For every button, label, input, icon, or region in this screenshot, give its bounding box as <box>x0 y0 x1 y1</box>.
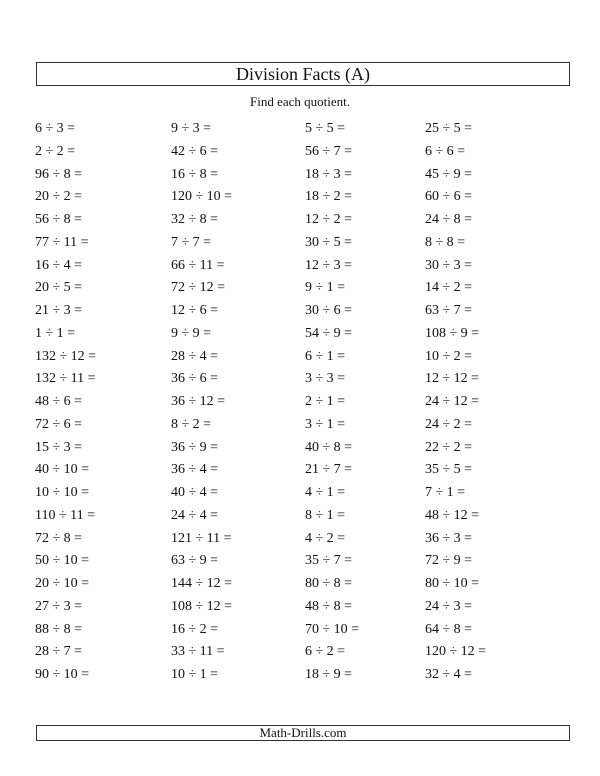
division-problem: 20 ÷ 2 = <box>35 189 83 205</box>
division-problem: 110 ÷ 11 = <box>35 507 96 523</box>
division-problem: 16 ÷ 2 = <box>171 621 219 637</box>
division-problem: 36 ÷ 12 = <box>171 394 226 409</box>
division-problem: 6 ÷ 6 = <box>425 143 466 159</box>
division-problem: 8 ÷ 1 = <box>305 507 346 523</box>
division-problem: 144 ÷ 12 = <box>171 576 233 591</box>
division-problem: 30 ÷ 3 = <box>425 257 473 273</box>
division-problem: 108 ÷ 9 = <box>425 325 480 341</box>
division-problem: 10 ÷ 10 = <box>35 485 90 500</box>
division-problem: 48 ÷ 8 = <box>305 598 353 614</box>
division-problem: 120 ÷ 10 = <box>171 189 233 205</box>
division-problem: 21 ÷ 7 = <box>305 462 353 478</box>
division-problem: 24 ÷ 4 = <box>171 507 219 523</box>
division-problem: 90 ÷ 10 = <box>35 667 90 682</box>
division-problem: 56 ÷ 7 = <box>305 143 353 159</box>
division-problem: 25 ÷ 5 = <box>425 121 473 136</box>
division-problem: 132 ÷ 12 = <box>35 348 97 364</box>
division-problem: 50 ÷ 10 = <box>35 553 90 569</box>
worksheet-title: Division Facts (A) <box>236 63 370 84</box>
division-problem: 63 ÷ 7 = <box>425 303 473 318</box>
division-problem: 36 ÷ 3 = <box>425 530 473 546</box>
division-problem: 6 ÷ 2 = <box>305 644 346 660</box>
division-problem: 12 ÷ 3 = <box>305 257 353 273</box>
division-problem: 9 ÷ 9 = <box>171 325 212 341</box>
division-problem: 6 ÷ 1 = <box>305 348 346 364</box>
division-problem: 3 ÷ 3 = <box>305 371 346 387</box>
division-problem: 8 ÷ 8 = <box>425 234 466 250</box>
division-problem: 72 ÷ 9 = <box>425 553 473 569</box>
instructions: Find each quotient. <box>249 94 350 109</box>
division-problem: 9 ÷ 1 = <box>305 280 346 296</box>
division-problem: 45 ÷ 9 = <box>425 166 473 182</box>
division-problem: 56 ÷ 8 = <box>35 212 83 227</box>
division-problem: 36 ÷ 9 = <box>171 439 219 455</box>
division-problem: 72 ÷ 6 = <box>35 416 83 432</box>
division-problem: 18 ÷ 2 = <box>305 189 353 205</box>
division-problem: 132 ÷ 11 = <box>35 371 96 387</box>
division-problem: 96 ÷ 8 = <box>35 166 83 182</box>
division-problem: 7 ÷ 1 = <box>425 485 466 500</box>
division-problem: 40 ÷ 4 = <box>171 485 219 500</box>
division-problem: 10 ÷ 1 = <box>171 667 219 682</box>
division-problem: 12 ÷ 6 = <box>171 303 219 318</box>
division-problem: 40 ÷ 8 = <box>305 439 353 455</box>
footer-text: Math-Drills.com <box>259 725 347 740</box>
division-problem: 70 ÷ 10 = <box>305 621 360 637</box>
division-problem: 24 ÷ 3 = <box>425 598 473 614</box>
division-problem: 20 ÷ 5 = <box>35 280 83 296</box>
division-problem: 108 ÷ 12 = <box>171 598 233 614</box>
division-problem: 2 ÷ 1 = <box>305 394 346 409</box>
division-problem: 30 ÷ 6 = <box>305 303 353 318</box>
division-problem: 72 ÷ 12 = <box>171 280 226 296</box>
division-problem: 72 ÷ 8 = <box>35 530 83 546</box>
division-problem: 48 ÷ 12 = <box>425 507 480 523</box>
division-problem: 33 ÷ 11 = <box>171 644 225 660</box>
division-problem: 12 ÷ 12 = <box>425 371 480 387</box>
division-problem: 27 ÷ 3 = <box>35 598 83 614</box>
division-problem: 32 ÷ 4 = <box>425 667 473 682</box>
division-problem: 24 ÷ 2 = <box>425 416 473 432</box>
division-problem: 21 ÷ 3 = <box>35 303 83 318</box>
division-problem: 30 ÷ 5 = <box>305 234 353 250</box>
division-problem: 16 ÷ 8 = <box>171 166 219 182</box>
division-problem: 4 ÷ 2 = <box>305 530 346 546</box>
division-problem: 48 ÷ 6 = <box>35 394 83 409</box>
division-problem: 10 ÷ 2 = <box>425 348 473 364</box>
division-problem: 40 ÷ 10 = <box>35 462 90 478</box>
division-problem: 3 ÷ 1 = <box>305 416 346 432</box>
division-problem: 24 ÷ 8 = <box>425 212 473 227</box>
division-problem: 77 ÷ 11 = <box>35 234 89 250</box>
division-problem: 28 ÷ 7 = <box>35 644 83 660</box>
division-problem: 7 ÷ 7 = <box>171 234 212 250</box>
division-problem: 36 ÷ 6 = <box>171 371 219 387</box>
division-problem: 66 ÷ 11 = <box>171 257 225 273</box>
division-problem: 54 ÷ 9 = <box>305 325 353 341</box>
division-problem: 2 ÷ 2 = <box>35 143 76 159</box>
division-problem: 60 ÷ 6 = <box>425 189 473 205</box>
division-problem: 18 ÷ 9 = <box>305 667 353 682</box>
division-problem: 36 ÷ 4 = <box>171 462 219 478</box>
division-problem: 121 ÷ 11 = <box>171 530 232 546</box>
division-problem: 5 ÷ 5 = <box>305 121 346 136</box>
division-problem: 8 ÷ 2 = <box>171 416 212 432</box>
problems-grid <box>35 118 575 687</box>
division-problem: 120 ÷ 12 = <box>425 644 487 660</box>
division-problem: 1 ÷ 1 = <box>35 325 76 341</box>
division-problem: 22 ÷ 2 = <box>425 439 473 455</box>
division-problem: 9 ÷ 3 = <box>171 121 212 136</box>
division-problem: 32 ÷ 8 = <box>171 212 219 227</box>
division-problem: 35 ÷ 7 = <box>305 553 353 569</box>
division-problem: 64 ÷ 8 = <box>425 621 473 637</box>
footer-box <box>36 725 570 741</box>
division-problem: 63 ÷ 9 = <box>171 553 219 569</box>
division-problem: 24 ÷ 12 = <box>425 394 480 409</box>
division-problem: 80 ÷ 8 = <box>305 576 353 591</box>
division-problem: 14 ÷ 2 = <box>425 280 473 296</box>
division-problem: 18 ÷ 3 = <box>305 166 353 182</box>
division-problem: 35 ÷ 5 = <box>425 462 473 478</box>
division-problem: 80 ÷ 10 = <box>425 576 480 591</box>
worksheet-title-box <box>36 62 570 86</box>
division-problem: 20 ÷ 10 = <box>35 576 90 591</box>
division-problem: 88 ÷ 8 = <box>35 621 83 637</box>
division-problem: 42 ÷ 6 = <box>171 143 219 159</box>
division-problem: 6 ÷ 3 = <box>35 121 76 136</box>
division-problem: 28 ÷ 4 = <box>171 348 219 364</box>
division-problem: 4 ÷ 1 = <box>305 485 346 500</box>
division-problem: 16 ÷ 4 = <box>35 257 83 273</box>
division-problem: 15 ÷ 3 = <box>35 439 83 455</box>
division-problem: 12 ÷ 2 = <box>305 212 353 227</box>
